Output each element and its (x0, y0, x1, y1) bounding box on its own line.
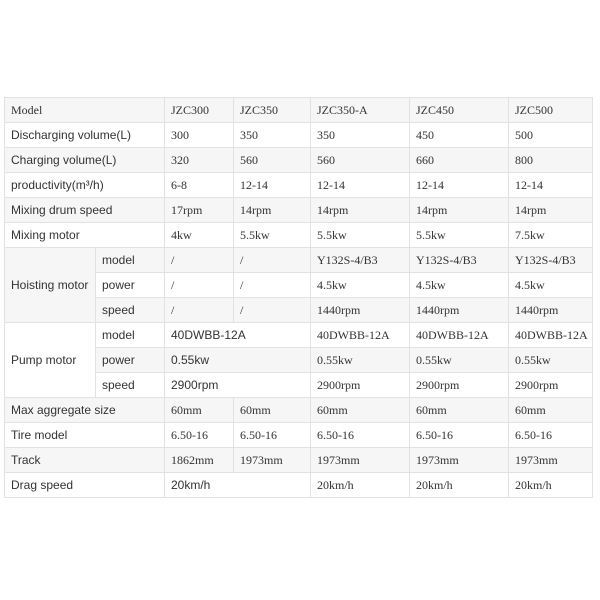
table-cell: Y132S-4/B3 (410, 248, 509, 273)
table-cell: 1440rpm (410, 298, 509, 323)
table-cell: 350 (311, 123, 410, 148)
table-row-max-aggregate-size (5, 398, 593, 423)
table-row-hoisting-model (5, 248, 593, 273)
table-cell: 14rpm (311, 198, 410, 223)
table-cell: 5.5kw (311, 223, 410, 248)
table-cell: 0.55kw (165, 348, 311, 373)
table-cell: 6.50-16 (165, 423, 234, 448)
row-group-label: Pump motor (5, 323, 96, 398)
table-cell: 14rpm (410, 198, 509, 223)
table-cell: 6.50-16 (311, 423, 410, 448)
table-cell: / (165, 248, 234, 273)
table-cell: 20km/h (509, 473, 593, 498)
table-cell: 1862mm (165, 448, 234, 473)
table-cell: 5.5kw (234, 223, 311, 248)
table-row-header (5, 98, 593, 123)
table-row-mixing-motor (5, 223, 593, 248)
table-cell: 560 (311, 148, 410, 173)
row-label: Track (5, 448, 165, 473)
spec-table (4, 97, 593, 498)
table-row-track (5, 448, 593, 473)
row-label: Mixing drum speed (5, 198, 165, 223)
table-cell: 1973mm (410, 448, 509, 473)
table-cell: 2900rpm (165, 373, 311, 398)
table-cell: 60mm (234, 398, 311, 423)
table-cell: 14rpm (234, 198, 311, 223)
row-label: Drag speed (5, 473, 165, 498)
table-cell: 40DWBB-12A (410, 323, 509, 348)
table-cell: 0.55kw (509, 348, 593, 373)
table-row-drag-speed (5, 473, 593, 498)
row-sublabel: speed (96, 298, 165, 323)
table-cell: 4kw (165, 223, 234, 248)
model-jzc350-a: JZC350-A (311, 98, 410, 123)
model-jzc500: JZC500 (509, 98, 593, 123)
table-row-tire-model (5, 423, 593, 448)
table-cell: 12-14 (509, 173, 593, 198)
table-cell: 0.55kw (311, 348, 410, 373)
table-cell: / (165, 298, 234, 323)
table-cell: 40DWBB-12A (509, 323, 593, 348)
table-cell: 660 (410, 148, 509, 173)
row-sublabel: power (96, 348, 165, 373)
table-cell: / (165, 273, 234, 298)
table-cell: 12-14 (234, 173, 311, 198)
table-cell: 20km/h (165, 473, 311, 498)
table-cell: 2900rpm (311, 373, 410, 398)
table-cell: 60mm (311, 398, 410, 423)
table-cell: / (234, 248, 311, 273)
table-row-mixing-drum-speed (5, 198, 593, 223)
row-group-label: Hoisting motor (5, 248, 96, 323)
table-cell: 6.50-16 (234, 423, 311, 448)
row-sublabel: model (96, 248, 165, 273)
table-cell: 2900rpm (509, 373, 593, 398)
table-cell: 1973mm (311, 448, 410, 473)
table-cell: 7.5kw (509, 223, 593, 248)
row-label: Charging volume(L) (5, 148, 165, 173)
table-cell: Y132S-4/B3 (509, 248, 593, 273)
table-cell: 800 (509, 148, 593, 173)
table-cell: 1440rpm (311, 298, 410, 323)
row-label: Max aggregate size (5, 398, 165, 423)
row-label: productivity(m³/h) (5, 173, 165, 198)
row-label: Discharging volume(L) (5, 123, 165, 148)
model-jzc350: JZC350 (234, 98, 311, 123)
table-cell: 6.50-16 (410, 423, 509, 448)
row-label: Tire model (5, 423, 165, 448)
table-cell: / (234, 298, 311, 323)
table-cell: 12-14 (311, 173, 410, 198)
table-cell: 2900rpm (410, 373, 509, 398)
row-sublabel: speed (96, 373, 165, 398)
table-cell: 20km/h (311, 473, 410, 498)
row-sublabel: power (96, 273, 165, 298)
table-row-pump-model (5, 323, 593, 348)
table-cell: 14rpm (509, 198, 593, 223)
table-cell: 560 (234, 148, 311, 173)
model-jzc300: JZC300 (165, 98, 234, 123)
table-cell: 4.5kw (509, 273, 593, 298)
table-cell: 40DWBB-12A (311, 323, 410, 348)
table-cell: 320 (165, 148, 234, 173)
table-cell: 60mm (410, 398, 509, 423)
table-cell: 350 (234, 123, 311, 148)
table-row-productivity (5, 173, 593, 198)
table-cell: 1440rpm (509, 298, 593, 323)
header-label: Model (5, 98, 165, 123)
table-cell: 1973mm (234, 448, 311, 473)
table-cell: 450 (410, 123, 509, 148)
table-cell: 40DWBB-12A (165, 323, 311, 348)
table-cell: 0.55kw (410, 348, 509, 373)
table-cell: / (234, 273, 311, 298)
table-cell: 17rpm (165, 198, 234, 223)
model-jzc450: JZC450 (410, 98, 509, 123)
table-cell: 300 (165, 123, 234, 148)
table-cell: 4.5kw (410, 273, 509, 298)
table-cell: 60mm (509, 398, 593, 423)
table-row-discharging-volume (5, 123, 593, 148)
table-cell: 500 (509, 123, 593, 148)
table-cell: 5.5kw (410, 223, 509, 248)
table-cell: 60mm (165, 398, 234, 423)
table-cell: 1973mm (509, 448, 593, 473)
table-cell: 12-14 (410, 173, 509, 198)
table-cell: Y132S-4/B3 (311, 248, 410, 273)
table-cell: 6.50-16 (509, 423, 593, 448)
row-label: Mixing motor (5, 223, 165, 248)
table-row-charging-volume (5, 148, 593, 173)
table-cell: 4.5kw (311, 273, 410, 298)
table-cell: 6-8 (165, 173, 234, 198)
table-cell: 20km/h (410, 473, 509, 498)
row-sublabel: model (96, 323, 165, 348)
